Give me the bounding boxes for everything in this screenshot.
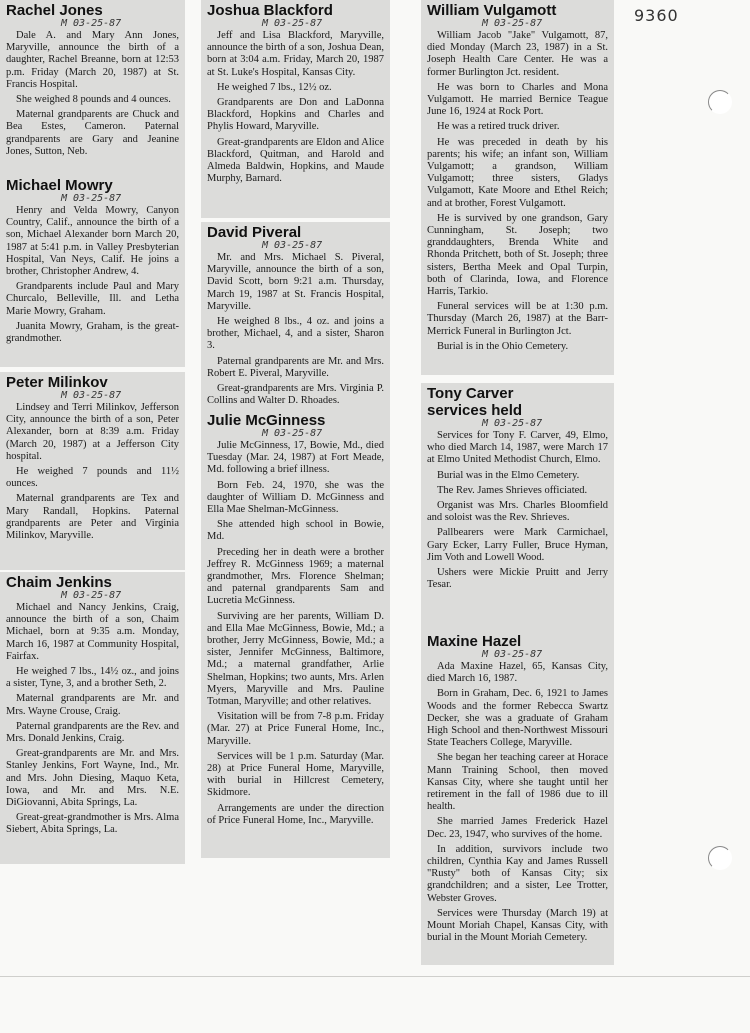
paragraph: Services for Tony F. Carver, 49, Elmo, who died March 14, 1987, were March 17 at Elmo United Methodist Church, Elmo. — [427, 430, 608, 466]
paragraph: Dale A. and Mary Ann Jones, Maryville, announce the birth of a daughter, Rachel Breanne, born at 12:53 p.m. Friday (March 20, 1987) at St. Francis Hospital. — [6, 30, 179, 90]
paragraph: Burial is in the Ohio Cemetery. — [437, 340, 569, 352]
punch-hole-top — [708, 90, 732, 114]
clipping-title: Rachel Jones — [6, 2, 103, 19]
paragraph: She weighed 8 pounds and 4 ounces. — [16, 94, 171, 106]
clipping-title: Peter Milinkov — [6, 374, 108, 391]
clipping-title: Julie McGinness — [207, 412, 326, 429]
paragraph: She attended high school in Bowie, Md. — [207, 519, 384, 543]
clipping-peter-milinkov — [0, 372, 185, 570]
paragraph: Funeral services will be at 1:30 p.m. Thursday (March 26, 1987) at the Barr-Merrick Funeral in Burlington Jct. — [427, 301, 608, 337]
paragraph: Lindsey and Terri Milinkov, Jefferson City, announce the birth of a son, Peter Alexander, born at 8:39 a.m. Friday (March 20, 1987) at a Jefferson City hospital. — [6, 402, 179, 462]
punch-hole-bottom — [708, 846, 732, 870]
clipping-julie-mcginness — [201, 410, 390, 858]
paragraph: Grandparents are Don and LaDonna Blackford, Hopkins and Charles and Phylis Howard, Maryville. — [207, 97, 384, 133]
paragraph: Arrangements are under the direction of Price Funeral Home, Inc., Maryville. — [207, 802, 384, 826]
paragraph: Ushers were Mickie Pruitt and Jerry Tesar. — [427, 567, 608, 591]
paragraph: He weighed 8 lbs., 4 oz. and joins a brother, Michael, 4, and a sister, Sharon 3. — [207, 316, 384, 352]
paragraph: Preceding her in death were a brother Jeffrey R. McGinness 1969; a maternal grandmother, Mrs. Florence Shelman; and paternal grandparents Sam and Lucretia McGinness. — [207, 546, 384, 607]
clipping-maxine-hazel — [421, 631, 614, 965]
paragraph: Jeff and Lisa Blackford, Maryville, announce the birth of a son, Joshua Dean, born at 3:04 a.m. Friday, March 20, 1987 at St. Luke's Hospital, Kansas City. — [207, 30, 384, 78]
clipping-title: William Vulgamott — [427, 2, 557, 19]
paragraph: Paternal grandparents are Mr. and Mrs. Robert E. Piveral, Maryville. — [207, 355, 384, 379]
paragraph: Services were Thursday (March 19) at Mount Moriah Chapel, Kansas City, with burial in the Mount Moriah Cemetery. — [427, 907, 608, 944]
paragraph: She married James Frederick Hazel Dec. 23, 1947, who survives of the home. — [427, 816, 608, 840]
paragraph: He was a retired truck driver. — [437, 121, 560, 133]
clipping-david-piveral — [201, 222, 390, 412]
date-stamp: M 03-25-87 — [262, 428, 323, 439]
paragraph: Born Feb. 24, 1970, she was the daughter of William D. McGinness and Ella Mae Shelman-McGinness. — [207, 479, 384, 516]
paragraph: Henry and Velda Mowry, Canyon Country, Calif., announce the birth of a son, Michael Alexander born March 20, 1987 at 5:41 p.m. in Valley Presbyterian Hospital, Van Neys, Calif. He joins a brother, Christopher Andrew, 4. — [6, 205, 179, 278]
paragraph: She began her teaching career at Horace Mann Training School, then moved Kansas City, where she taught until her retirement in the fall of 1986 due to ill health. — [427, 752, 608, 813]
paragraph: Great-grandparents are Mr. and Mrs. Stanley Jenkins, Fort Wayne, Ind., Mr. and Mrs. John Diesing, Maquo Keta, Iowa, and Mr. and Mrs. N.E. DiGiovanni, Abita Springs, La. — [6, 748, 179, 809]
paragraph: He is survived by one grandson, Gary Cunningham, St. Joseph; two granddaughters, Brenda White and Rhonda Pritchett, both of St. Joseph; three sisters, Bertha Meek and Opal Turpin, both of Clarinda, Iowa, and Florence Harris, Tarkio. — [427, 212, 608, 298]
clipping-michael-mowry — [0, 175, 185, 367]
paragraph: William Jacob "Jake" Vulgamott, 87, died Monday (March 23, 1987) in a St. Joseph Health Care Center. He was a former Burlington Jct. resident. — [427, 30, 608, 78]
date-stamp: M 03-25-87 — [61, 590, 122, 601]
page-divider — [0, 976, 750, 977]
paragraph: He weighed 7 pounds and 11½ ounces. — [6, 466, 179, 490]
paragraph: Pallbearers were Mark Carmichael, Gary Ecker, Larry Fuller, Bruce Hyman, Jim Voth and Lowell Wood. — [427, 527, 608, 563]
date-stamp: M 03-25-87 — [482, 18, 543, 29]
paragraph: In addition, survivors include two children, Cynthia Kay and James Russell "Rusty" both of Kansas City; six grandchildren; and a sister, Lee Trotter, Webster Groves. — [427, 843, 608, 904]
clipping-tony-carver — [421, 383, 614, 631]
paragraph: He was preceded in death by his parents; his wife; an infant son, William Vulgamott; a grandson, William Vulgamott; three sisters, Gladys Vulgamott, Kate Moore and Ethel Reich; and at brother, Forest Vulgamott. — [427, 136, 608, 209]
clipping-title: Chaim Jenkins — [6, 574, 112, 591]
paragraph: Paternal grandparents are the Rev. and Mrs. Donald Jenkins, Craig. — [6, 720, 179, 745]
date-stamp: M 03-25-87 — [61, 390, 122, 401]
clipping-joshua-blackford — [201, 0, 390, 218]
paragraph: Juanita Mowry, Graham, is the great-grandmother. — [6, 320, 179, 345]
clipping-chaim-jenkins — [0, 572, 185, 864]
paragraph: He was born to Charles and Mona Vulgamott. He married Bernice Teague June 16, 1924 at Rock Port. — [427, 81, 608, 118]
clipping-title: Joshua Blackford — [207, 2, 333, 19]
paragraph: Surviving are her parents, William D. and Ella Mae McGinness, Bowie, Md.; a brother, Jerry McGinness, Bowie, Md.; a sister, Jennifer McGinness, Baltimore, Md.; a maternal grandfather, Arlie Shelman, Hopkins; two aunts, Mrs. Arlen Myers, Maryville and Mrs. Pauline Totman, Maryville; and other relatives. — [207, 610, 384, 708]
date-stamp: M 03-25-87 — [61, 193, 122, 204]
clipping-title: Maxine Hazel — [427, 633, 522, 650]
handwritten-note: 9360 — [634, 6, 679, 25]
paragraph: Maternal grandparents are Chuck and Bea Estes, Cameron. Paternal grandparents are Gary and Jeanine Jones, Sutton, Neb. — [6, 109, 179, 157]
paragraph: He weighed 7 lbs., 14½ oz., and joins a sister, Tyne, 3, and a brother Seth, 2. — [6, 666, 179, 690]
clipping-rachel-jones — [0, 0, 185, 175]
date-stamp: M 03-25-87 — [262, 18, 323, 29]
date-stamp: M 03-25-87 — [482, 649, 543, 660]
paragraph: Great-great-grandmother is Mrs. Alma Siebert, Abita Springs, La. — [6, 812, 179, 836]
paragraph: Mr. and Mrs. Michael S. Piveral, Maryville, announce the birth of a son, David Scott, born 9:21 a.m. Thursday, March 19, 1987 at St. Francis Hospital, Maryville. — [207, 252, 384, 312]
clipping-title: David Piveral — [207, 224, 302, 241]
clipping-william-vulgamott — [421, 0, 614, 375]
paragraph: Burial was in the Elmo Cemetery. — [437, 469, 580, 481]
paragraph: Maternal grandparents are Mr. and Mrs. Wayne Crouse, Craig. — [6, 693, 179, 717]
paragraph: Visitation will be from 7-8 p.m. Friday (Mar. 27) at Price Funeral Home, Inc., Maryville. — [207, 711, 384, 747]
paragraph: He weighed 7 lbs., 12½ oz. — [217, 81, 332, 93]
date-stamp: M 03-25-87 — [262, 240, 323, 251]
clipping-title: Tony Carver services held — [427, 385, 523, 419]
paragraph: Julie McGinness, 17, Bowie, Md., died Tuesday (Mar. 24, 1987) at Fort Meade, Md. following a brief illness. — [207, 440, 384, 476]
paragraph: Born in Graham, Dec. 6, 1921 to James Woods and the former Rebecca Swartz Decker, she was a graduate of Graham High School and then-Northwest Missouri State Teachers College, Maryville. — [427, 688, 608, 749]
paragraph: Maternal grandparents are Tex and Mary Randall, Hopkins. Paternal grandparents are Peter and Virginia Milinkov, Maryville. — [6, 493, 179, 542]
date-stamp: M 03-25-87 — [482, 418, 543, 429]
paragraph: Michael and Nancy Jenkins, Craig, announce the birth of a son, Chaim Michael, born at 9:35 a.m. Monday, March 16, 1987 at Community Hospital, Fairfax. — [6, 602, 179, 662]
paragraph: Grandparents include Paul and Mary Churcalo, Belleville, Ill. and Letha Marie Mowry, Graham. — [6, 281, 179, 317]
paragraph: Organist was Mrs. Charles Bloomfield and soloist was the Rev. Shrieves. — [427, 500, 608, 524]
paragraph: The Rev. James Shrieves officiated. — [437, 484, 588, 496]
paragraph: Great-grandparents are Eldon and Alice Blackford, Quitman, and Harold and Almeda Baldwin, Hopkins, and Maude Murphy, Barnard. — [207, 136, 384, 185]
paragraph: Great-grandparents are Mrs. Virginia P. Collins and Walter D. Rhoades. — [207, 383, 384, 407]
clipping-title: Michael Mowry — [6, 177, 113, 194]
date-stamp: M 03-25-87 — [61, 18, 122, 29]
paragraph: Services will be 1 p.m. Saturday (Mar. 28) at Price Funeral Home, Maryville, with burial in Hillcrest Cemetery, Skidmore. — [207, 750, 384, 799]
paragraph: Ada Maxine Hazel, 65, Kansas City, died March 16, 1987. — [427, 661, 608, 685]
